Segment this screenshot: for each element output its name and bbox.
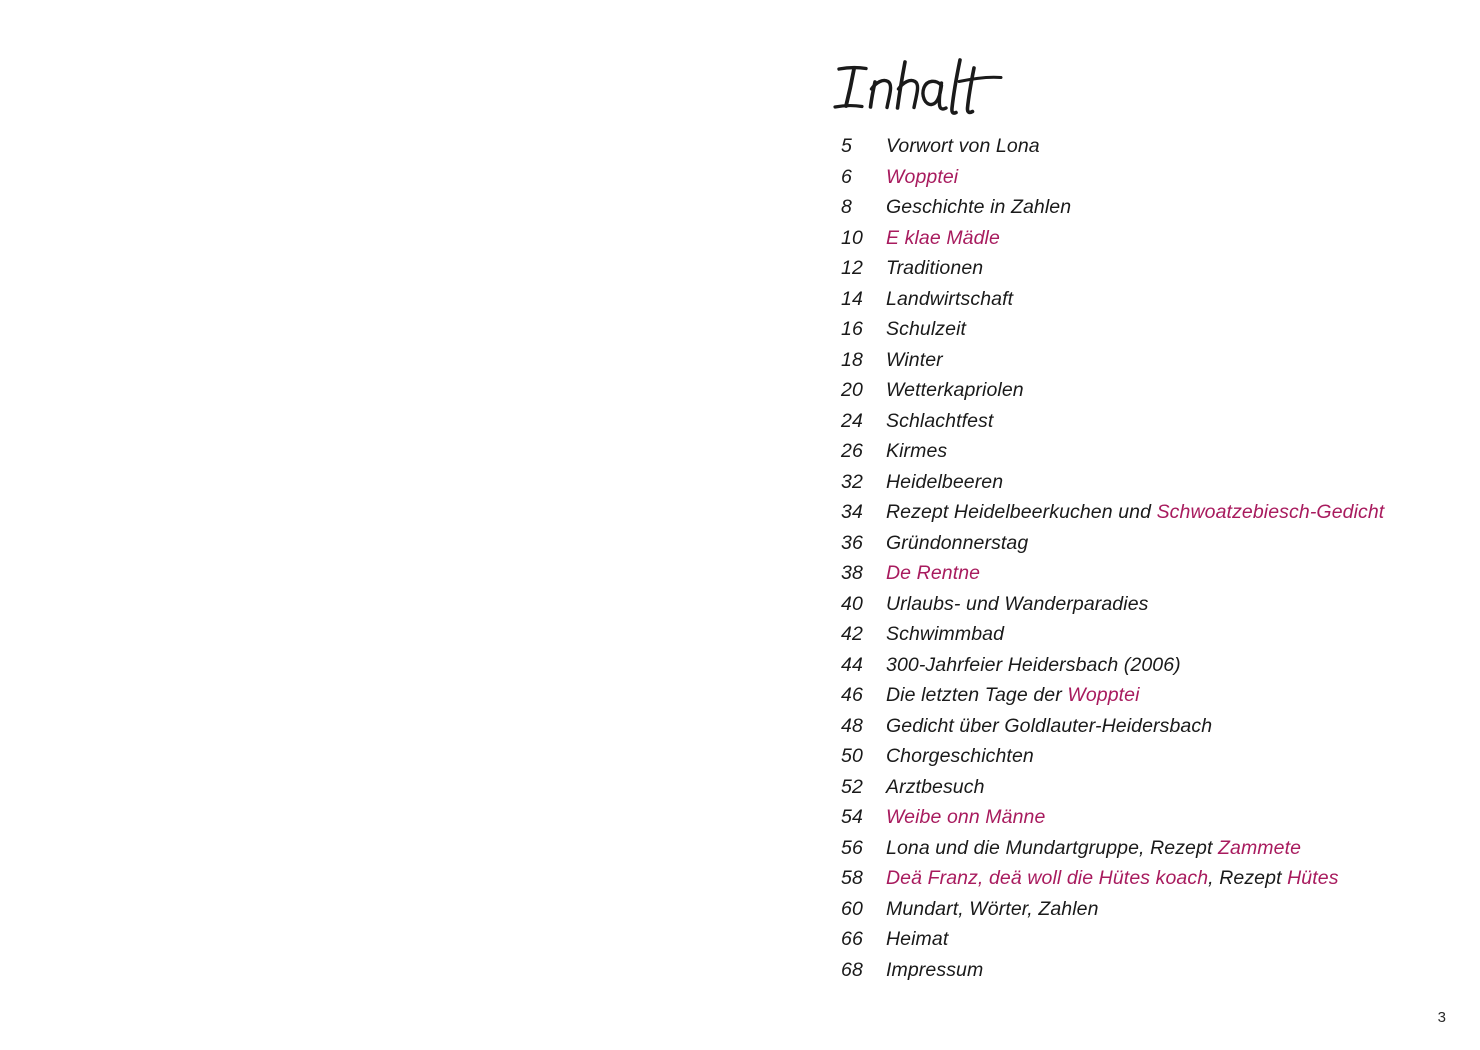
toc-entry-page-number: 14 xyxy=(841,287,864,310)
toc-entry-title-text: Landwirtschaft xyxy=(886,287,1014,310)
toc-entry[interactable] xyxy=(841,284,1441,315)
toc-entry-title-dialect: De Rentne xyxy=(886,562,981,584)
toc-entry-title xyxy=(886,772,985,803)
toc-entry-page-number: 26 xyxy=(841,440,864,462)
toc-entry-title-text: Impressum xyxy=(886,958,984,981)
toc-entry-title xyxy=(886,833,1301,864)
toc-entry-title xyxy=(886,497,1384,528)
toc-entry[interactable] xyxy=(841,406,1441,437)
toc-entry[interactable] xyxy=(841,802,1441,833)
toc-entry[interactable] xyxy=(841,833,1441,864)
toc-entry-title xyxy=(886,711,1212,742)
toc-entry-page-number: 50 xyxy=(841,745,864,767)
toc-entry-title xyxy=(886,436,947,467)
toc-entry-page-number: 5 xyxy=(841,135,853,157)
table-of-contents xyxy=(841,131,1441,985)
toc-entry[interactable] xyxy=(841,924,1441,955)
toc-entry-title xyxy=(886,284,1013,315)
toc-entry-page-number: 6 xyxy=(841,165,853,188)
toc-entry-title-text: Lona und die Mundartgruppe, Rezept xyxy=(886,836,1218,859)
folio-page-number: 3 xyxy=(1437,1009,1446,1026)
page-title xyxy=(833,58,1093,120)
toc-entry-title-dialect: E klae Mädle xyxy=(886,226,1000,249)
toc-entry[interactable] xyxy=(841,741,1441,772)
toc-entry-title-dialect: Zammete xyxy=(1217,836,1302,859)
toc-entry-title xyxy=(886,680,1140,711)
toc-entry[interactable] xyxy=(841,314,1441,345)
toc-entry-title-text: Winter xyxy=(886,348,943,371)
toc-entry-page-number: 54 xyxy=(841,806,864,828)
toc-entry[interactable] xyxy=(841,223,1441,254)
toc-entry-page-number: 10 xyxy=(841,226,864,249)
toc-entry-title-text: Traditionen xyxy=(886,257,984,279)
toc-entry-title-text: Urlaubs- und Wanderparadies xyxy=(886,592,1149,615)
toc-entry-title-text: 300-Jahrfeier Heidersbach (2006) xyxy=(886,653,1181,676)
toc-entry[interactable] xyxy=(841,711,1441,742)
toc-entry-title-dialect: Weibe onn Männe xyxy=(886,806,1046,828)
toc-entry[interactable] xyxy=(841,894,1441,925)
toc-entry-page-number: 32 xyxy=(841,470,864,493)
toc-entry-title-text: Schwimmbad xyxy=(886,623,1005,645)
toc-entry-title-text: Heidelbeeren xyxy=(886,470,1004,493)
toc-entry-title xyxy=(886,406,993,437)
toc-entry-title-text: Kirmes xyxy=(886,440,948,462)
toc-entry[interactable] xyxy=(841,162,1441,193)
toc-entry-page-number: 34 xyxy=(841,501,864,523)
toc-entry-title xyxy=(886,955,983,986)
toc-entry-page-number: 58 xyxy=(841,867,864,889)
toc-entry-title xyxy=(886,650,1181,681)
toc-entry[interactable] xyxy=(841,619,1441,650)
toc-entry-title xyxy=(886,467,1003,498)
toc-entry-title xyxy=(886,924,948,955)
toc-entry[interactable] xyxy=(841,436,1441,467)
toc-entry[interactable] xyxy=(841,497,1441,528)
toc-entry-title xyxy=(886,589,1148,620)
toc-entry-page-number: 68 xyxy=(841,958,864,981)
toc-entry-title-text: Heimat xyxy=(886,928,949,950)
toc-entry-page-number: 24 xyxy=(841,409,864,432)
toc-entry-title xyxy=(886,162,958,193)
toc-entry-page-number: 48 xyxy=(841,714,864,737)
toc-entry-title-dialect: Hütes xyxy=(1287,867,1339,889)
toc-entry[interactable] xyxy=(841,375,1441,406)
toc-entry-title-text: Schulzeit xyxy=(886,318,967,340)
toc-entry[interactable] xyxy=(841,467,1441,498)
toc-entry-title-text: Vorwort von Lona xyxy=(886,135,1040,157)
toc-entry-page-number: 16 xyxy=(841,318,864,340)
toc-entry-title-text: Chorgeschichten xyxy=(886,745,1034,767)
toc-entry-title xyxy=(886,894,1099,925)
toc-entry-page-number: 46 xyxy=(841,684,864,706)
toc-entry-title-text: Gründonnerstag xyxy=(886,531,1029,554)
toc-entry-title-dialect: Deä Franz, deä woll die Hütes koach xyxy=(886,867,1209,889)
toc-entry[interactable] xyxy=(841,345,1441,376)
toc-entry-title xyxy=(886,619,1004,650)
toc-entry[interactable] xyxy=(841,192,1441,223)
toc-entry-title xyxy=(886,253,983,284)
toc-entry-title xyxy=(886,863,1339,894)
toc-entry[interactable] xyxy=(841,680,1441,711)
toc-entry[interactable] xyxy=(841,558,1441,589)
toc-entry-title xyxy=(886,223,1000,254)
toc-entry-title-dialect: Schwoatzebiesch-Gedicht xyxy=(1156,501,1385,523)
toc-entry[interactable] xyxy=(841,772,1441,803)
toc-entry-title xyxy=(886,131,1040,162)
toc-entry[interactable] xyxy=(841,253,1441,284)
toc-entry[interactable] xyxy=(841,589,1441,620)
toc-entry-page-number: 44 xyxy=(841,653,864,676)
toc-entry-page-number: 8 xyxy=(841,196,853,218)
toc-entry-title-text: Wetterkapriolen xyxy=(886,379,1024,401)
toc-entry-page-number: 52 xyxy=(841,775,864,798)
toc-entry[interactable] xyxy=(841,528,1441,559)
toc-entry-page-number: 40 xyxy=(841,592,864,615)
toc-entry-title-dialect: Wopptei xyxy=(886,165,959,188)
toc-entry-title xyxy=(886,528,1028,559)
toc-entry-page-number: 42 xyxy=(841,623,864,645)
toc-entry-title-text: , Rezept xyxy=(1208,867,1288,889)
toc-entry-title-text: Rezept Heidelbeerkuchen und xyxy=(886,501,1157,523)
toc-entry-page-number: 20 xyxy=(841,379,864,401)
toc-entry-page-number: 66 xyxy=(841,928,864,950)
toc-entry-title-text: Schlachtfest xyxy=(886,409,994,432)
toc-entry-page-number: 18 xyxy=(841,348,864,371)
toc-entry-title xyxy=(886,192,1071,223)
toc-entry[interactable] xyxy=(841,650,1441,681)
handwritten-title-art xyxy=(833,58,1093,120)
toc-entry-title xyxy=(886,314,966,345)
toc-entry-title-text: Die letzten Tage der xyxy=(886,684,1068,706)
toc-entry[interactable] xyxy=(841,131,1441,162)
toc-entry-title xyxy=(886,345,943,376)
toc-entry[interactable] xyxy=(841,955,1441,986)
toc-entry-page-number: 56 xyxy=(841,836,864,859)
toc-entry-title xyxy=(886,802,1045,833)
toc-entry-page-number: 12 xyxy=(841,257,864,279)
toc-entry[interactable] xyxy=(841,863,1441,894)
toc-entry-title-text: Mundart, Wörter, Zahlen xyxy=(886,897,1099,920)
toc-entry-page-number: 60 xyxy=(841,897,864,920)
toc-entry-page-number: 38 xyxy=(841,562,864,584)
toc-entry-title-dialect: Wopptei xyxy=(1067,684,1140,706)
toc-entry-title-text: Geschichte in Zahlen xyxy=(886,196,1072,218)
toc-entry-title xyxy=(886,375,1024,406)
toc-entry-page-number: 36 xyxy=(841,531,864,554)
toc-entry-title xyxy=(886,558,980,589)
toc-entry-title xyxy=(886,741,1034,772)
toc-entry-title-text: Gedicht über Goldlauter-Heidersbach xyxy=(886,714,1213,737)
toc-entry-title-text: Arztbesuch xyxy=(886,775,985,798)
